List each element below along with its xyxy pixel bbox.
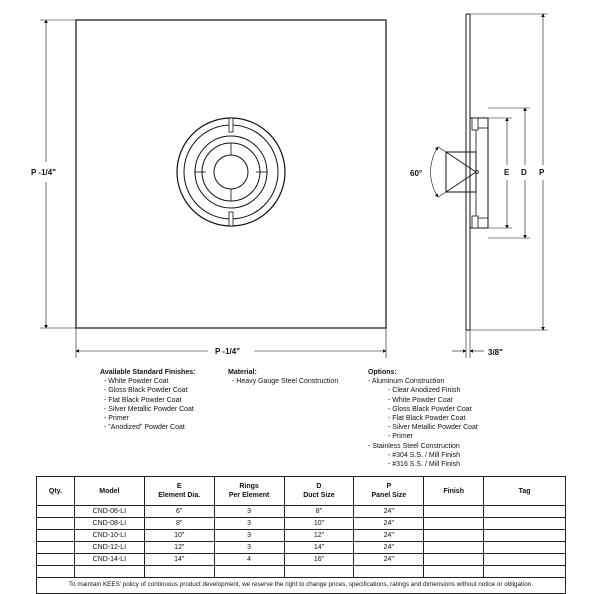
finish-item: - White Powder Coat <box>104 378 169 386</box>
option-item: - Primer <box>388 433 413 441</box>
table-cell: CND-12-LI <box>74 542 144 554</box>
option-item: - White Powder Coat <box>388 396 453 404</box>
table-cell: 24" <box>354 542 424 554</box>
table-cell: 3 <box>214 506 284 518</box>
dim-label-panel-size: P <box>539 168 545 177</box>
table-cell <box>484 506 566 518</box>
table-cell: 12" <box>144 542 214 554</box>
finishes-block <box>100 368 195 432</box>
table-cell: 8" <box>284 506 354 518</box>
material-block <box>228 368 338 386</box>
dim-label-throw-angle: 60° <box>410 169 423 178</box>
front-panel-outline <box>76 20 386 328</box>
option-item: - #316 S.S. / Mill Finish <box>388 461 460 469</box>
table-cell <box>284 566 354 578</box>
table-cell <box>37 518 75 530</box>
table-cell: 8" <box>144 518 214 530</box>
table-cell: 14" <box>284 542 354 554</box>
dim-label-panel-depth: 3/8" <box>488 348 503 357</box>
footer-disclaimer: To maintain KEES' policy of continuous product development, we reserve the right to change prices, specifications, ratings and dimensions without notice or obligation. <box>69 581 533 588</box>
table-cell <box>424 566 484 578</box>
table-cell <box>424 542 484 554</box>
table-cell: 14" <box>144 554 214 566</box>
options-title: Options: <box>368 369 397 376</box>
table-cell: 10" <box>284 518 354 530</box>
option-item: - Gloss Black Powder Coat <box>388 405 472 413</box>
table-cell: 12" <box>284 530 354 542</box>
table-cell <box>144 566 214 578</box>
table-cell: 24" <box>354 554 424 566</box>
table-cell: 4 <box>214 554 284 566</box>
table-row <box>37 554 566 566</box>
table-cell: 6" <box>144 506 214 518</box>
table-cell: 3 <box>214 518 284 530</box>
table-cell <box>424 554 484 566</box>
table-row <box>37 542 566 554</box>
table-cell <box>424 506 484 518</box>
dim-label-duct-size: D <box>521 168 527 177</box>
table-row <box>37 506 566 518</box>
table-cell <box>484 554 566 566</box>
table-cell <box>484 518 566 530</box>
table-cell: 3 <box>214 542 284 554</box>
table-cell <box>484 530 566 542</box>
option-stainless: - Stainless Steel Construction <box>368 442 460 450</box>
col-header-tag: Tag <box>484 477 566 506</box>
col-header-model: Model <box>74 477 144 506</box>
table-row <box>37 566 566 578</box>
finish-item: - Flat Black Powder Coat <box>104 396 182 404</box>
material-title: Material: <box>228 369 257 376</box>
col-header-finish: Finish <box>424 477 484 506</box>
finish-item: - Gloss Black Powder Coat <box>104 387 188 395</box>
table-row <box>37 530 566 542</box>
col-header-qty: Qty. <box>37 477 75 506</box>
table-cell: CND-06-LI <box>74 506 144 518</box>
table-cell <box>484 542 566 554</box>
col-header-rings: Rings Per Element <box>214 477 284 506</box>
table-cell: CND-10-LI <box>74 530 144 542</box>
table-cell: 24" <box>354 518 424 530</box>
dim-label-panel-height: P -1/4" <box>31 168 56 177</box>
material-item: - Heavy Gauge Steel Construction <box>232 378 339 386</box>
finish-item: - Silver Metallic Powder Coat <box>104 405 194 413</box>
options-block <box>368 368 478 469</box>
table-cell: 24" <box>354 506 424 518</box>
diffuser-front-view <box>177 118 285 226</box>
table-cell: 3 <box>214 530 284 542</box>
option-item: - Clear Anodized Finish <box>388 387 461 395</box>
col-header-duct-size: D Duct Size <box>284 477 354 506</box>
table-cell <box>74 566 144 578</box>
finishes-title: Available Standard Finishes: <box>100 369 196 376</box>
table-cell <box>37 542 75 554</box>
option-item: - Silver Metallic Powder Coat <box>388 424 478 432</box>
table-header-row <box>37 477 566 506</box>
col-header-element-dia: E Element Dia. <box>144 477 214 506</box>
table-cell <box>424 518 484 530</box>
table-cell: CND-14-LI <box>74 554 144 566</box>
option-item: - #304 S.S. / Mill Finish <box>388 451 460 459</box>
finish-item: - "Anodized" Powder Coat <box>104 424 185 432</box>
table-cell <box>37 530 75 542</box>
table-cell: 16" <box>284 554 354 566</box>
table-cell <box>37 506 75 518</box>
side-view <box>446 14 488 330</box>
table-cell <box>37 566 75 578</box>
option-aluminum: - Aluminum Construction <box>368 378 445 386</box>
table-cell <box>424 530 484 542</box>
table-cell <box>214 566 284 578</box>
table-cell <box>354 566 424 578</box>
table-row <box>37 518 566 530</box>
table-cell <box>37 554 75 566</box>
table-cell: 24" <box>354 530 424 542</box>
table-cell <box>484 566 566 578</box>
dim-label-panel-width: P -1/4" <box>215 347 240 356</box>
col-header-panel-size: P Panel Size <box>354 477 424 506</box>
table-cell: 10" <box>144 530 214 542</box>
option-item: - Flat Black Powder Coat <box>388 415 466 423</box>
table-cell: CND-08-LI <box>74 518 144 530</box>
finish-item: - Primer <box>104 415 129 423</box>
dim-label-element-dia: E <box>504 168 510 177</box>
spec-table <box>36 476 566 578</box>
